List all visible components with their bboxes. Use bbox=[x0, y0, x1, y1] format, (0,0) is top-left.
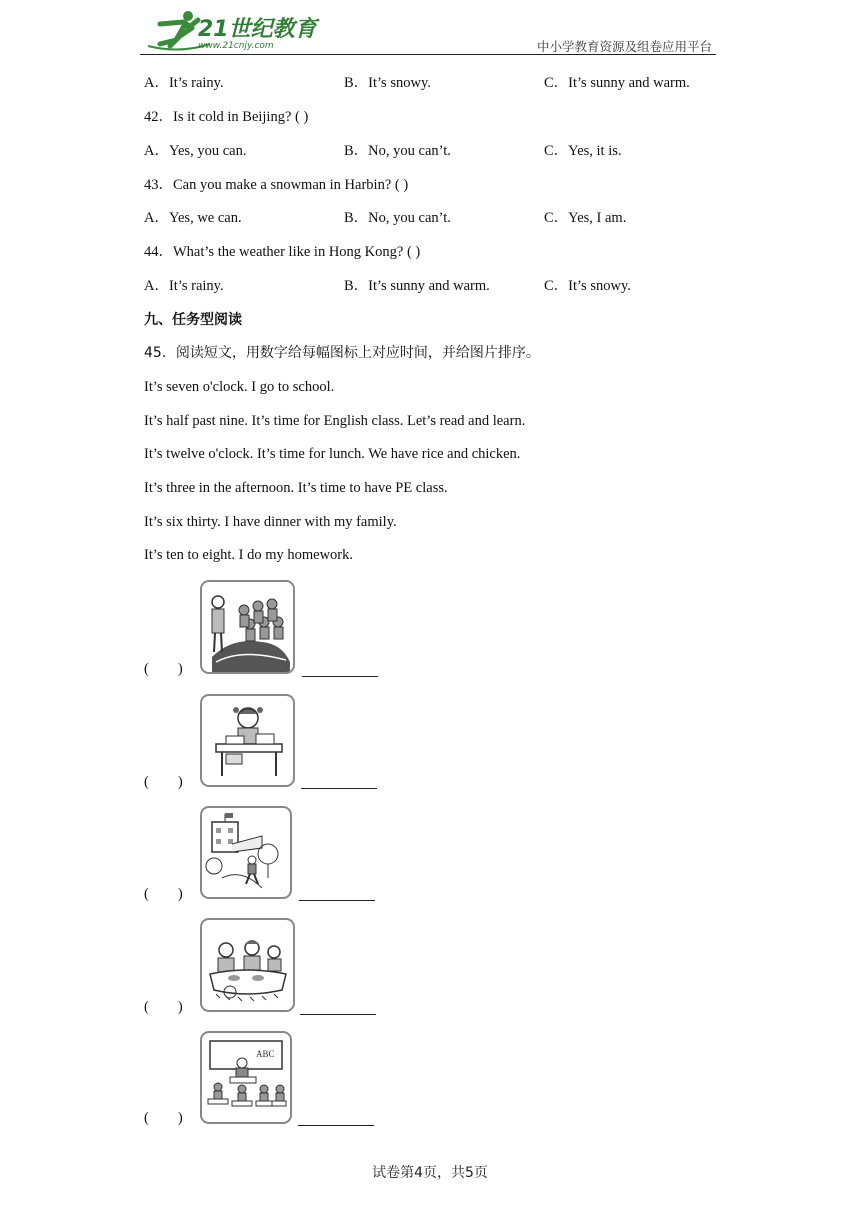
q44-option-b: B．It’s sunny and warm. bbox=[344, 278, 490, 294]
svg-text:21世纪教育: 21世纪教育 bbox=[198, 17, 317, 42]
homework-icon bbox=[200, 694, 295, 787]
passage-line: It’s seven o'clock. I go to school. bbox=[144, 379, 335, 395]
q41-option-a: A．It’s rainy. bbox=[144, 75, 224, 91]
q45-stem: 45．阅读短文，用数字给每幅图标上对应时间，并给图片排序。 bbox=[144, 345, 540, 361]
q43-option-c: C．Yes, I am. bbox=[544, 210, 627, 226]
board-text: ABC bbox=[256, 1049, 275, 1059]
pe-class-icon bbox=[200, 580, 295, 674]
q43-stem: 43．Can you make a snowman in Harbin? ( ) bbox=[144, 177, 409, 193]
q43-option-a: A．Yes, we can. bbox=[144, 210, 242, 226]
q42-option-b: B．No, you can’t. bbox=[344, 143, 451, 159]
page-footer: 试卷第4页，共5页 bbox=[372, 1165, 488, 1181]
q44-option-c: C．It’s snowy. bbox=[544, 278, 631, 294]
passage-line: It’s ten to eight. I do my homework. bbox=[144, 547, 354, 563]
q42-option-c: C．Yes, it is. bbox=[544, 143, 622, 159]
q42-option-a: A．Yes, you can. bbox=[144, 143, 247, 159]
answer-paren[interactable]: ( ) bbox=[144, 999, 183, 1015]
section-title: 九、任务型阅读 bbox=[144, 312, 242, 328]
answer-blank[interactable] bbox=[301, 788, 377, 789]
q41-option-c: C．It’s sunny and warm. bbox=[544, 75, 690, 91]
q41-option-b: B．It’s snowy. bbox=[344, 75, 431, 91]
site-logo bbox=[140, 6, 320, 54]
answer-paren[interactable]: ( ) bbox=[144, 1110, 183, 1126]
answer-blank[interactable] bbox=[299, 900, 375, 901]
family-dinner-icon bbox=[200, 918, 295, 1012]
q42-stem: 42．Is it cold in Beijing? ( ) bbox=[144, 109, 309, 125]
answer-blank[interactable] bbox=[302, 676, 378, 677]
answer-blank[interactable] bbox=[300, 1014, 376, 1015]
svg-text:www.21cnjy.com: www.21cnjy.com bbox=[198, 41, 274, 51]
answer-paren[interactable]: ( ) bbox=[144, 661, 183, 677]
passage-line: It’s three in the afternoon. It’s time to have PE class. bbox=[144, 480, 448, 496]
platform-name: 中小学教育资源及组卷应用平台 bbox=[536, 39, 712, 54]
answer-blank[interactable] bbox=[298, 1125, 374, 1126]
q44-stem: 44．What’s the weather like in Hong Kong? ( ) bbox=[144, 244, 421, 260]
english-class-icon bbox=[200, 1031, 292, 1124]
go-to-school-icon bbox=[200, 806, 292, 899]
passage-line: It’s half past nine. It’s time for English class. Let’s read and learn. bbox=[144, 413, 526, 429]
header-divider bbox=[140, 54, 716, 55]
passage-line: It’s six thirty. I have dinner with my family. bbox=[144, 514, 397, 530]
answer-paren[interactable]: ( ) bbox=[144, 774, 183, 790]
q44-option-a: A．It’s rainy. bbox=[144, 278, 224, 294]
q43-option-b: B．No, you can’t. bbox=[344, 210, 451, 226]
answer-paren[interactable]: ( ) bbox=[144, 886, 183, 902]
passage-line: It’s twelve o'clock. It’s time for lunch. We have rice and chicken. bbox=[144, 446, 521, 462]
